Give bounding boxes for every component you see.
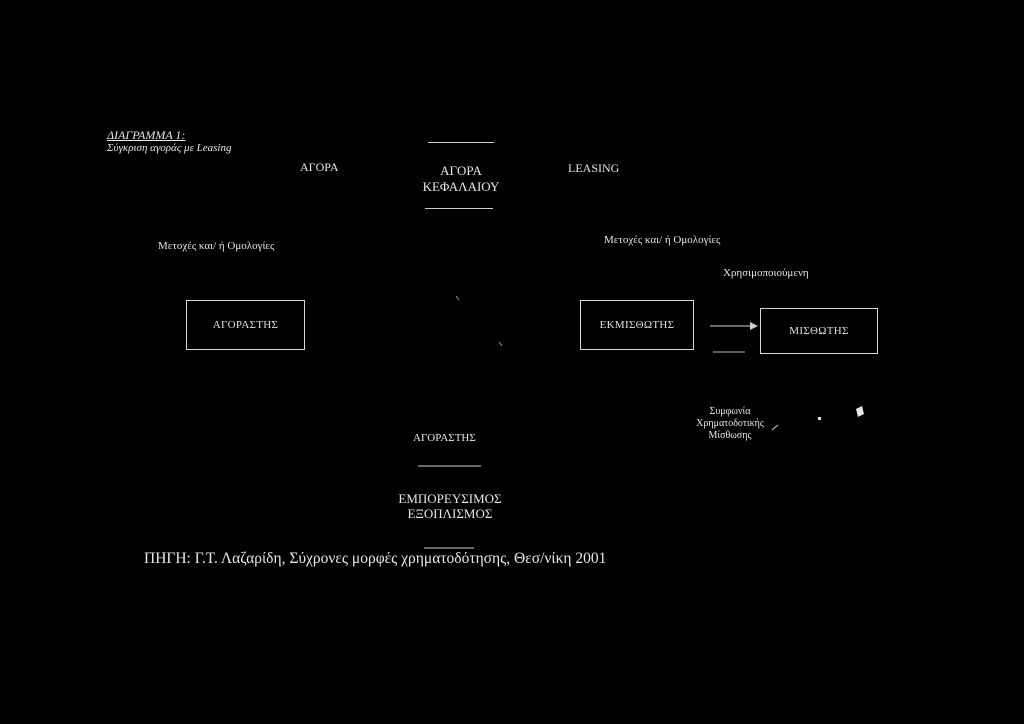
small-dot-mark bbox=[818, 417, 821, 420]
header-capital-market-line2: ΚΕΦΑΛΑΙΟΥ bbox=[422, 179, 500, 194]
agreement-line2: Χρηματοδοτικής bbox=[696, 418, 764, 429]
equipment-line2: ΕΞΟΠΛΙΣΜΟΣ bbox=[407, 506, 493, 521]
diagonal-mark-bottom bbox=[499, 342, 502, 346]
left-securities-label: Μετοχές και/ ή Ομολογίες bbox=[158, 240, 275, 252]
header-leasing: LEASING bbox=[568, 161, 620, 175]
agreement-arrow-stroke bbox=[772, 425, 778, 430]
header-capital-market-line1: ΑΓΟΡΑ bbox=[440, 163, 482, 178]
diagonal-mark-top bbox=[456, 296, 459, 300]
in-use-label: Χρησιμοποιούμενη bbox=[723, 267, 809, 279]
agreement-line3: Μίσθωσης bbox=[708, 430, 752, 441]
arrowhead-icon bbox=[750, 322, 758, 330]
header-market: ΑΓΟΡΑ bbox=[300, 160, 339, 174]
diagram-title: ΔΙΑΓΡΑΜΜΑ 1: bbox=[107, 128, 186, 142]
lessee-box-label: ΜΙΣΘΩΤΗΣ bbox=[789, 325, 849, 337]
lessor-box-label: ΕΚΜΙΣΘΩΤΗΣ bbox=[599, 319, 675, 331]
bottom-buyer-label: ΑΓΟΡΑΣΤΗΣ bbox=[413, 432, 476, 444]
corner-mark-icon bbox=[856, 406, 864, 417]
agreement-line1: Συμφωνία bbox=[709, 406, 751, 417]
equipment-line1: ΕΜΠΟΡΕΥΣΙΜΟΣ bbox=[398, 491, 502, 506]
diagram-subtitle: Σύγκριση αγοράς με Leasing bbox=[107, 142, 232, 154]
source-caption: ΠΗΓΗ: Γ.Τ. Λαζαρίδη, Σύχρονες μορφές χρηματοδότησης, Θεσ/νίκη 2001 bbox=[144, 550, 607, 567]
right-securities-label: Μετοχές και/ ή Ομολογίες bbox=[604, 234, 721, 246]
buyer-box-label: ΑΓΟΡΑΣΤΗΣ bbox=[212, 319, 279, 331]
